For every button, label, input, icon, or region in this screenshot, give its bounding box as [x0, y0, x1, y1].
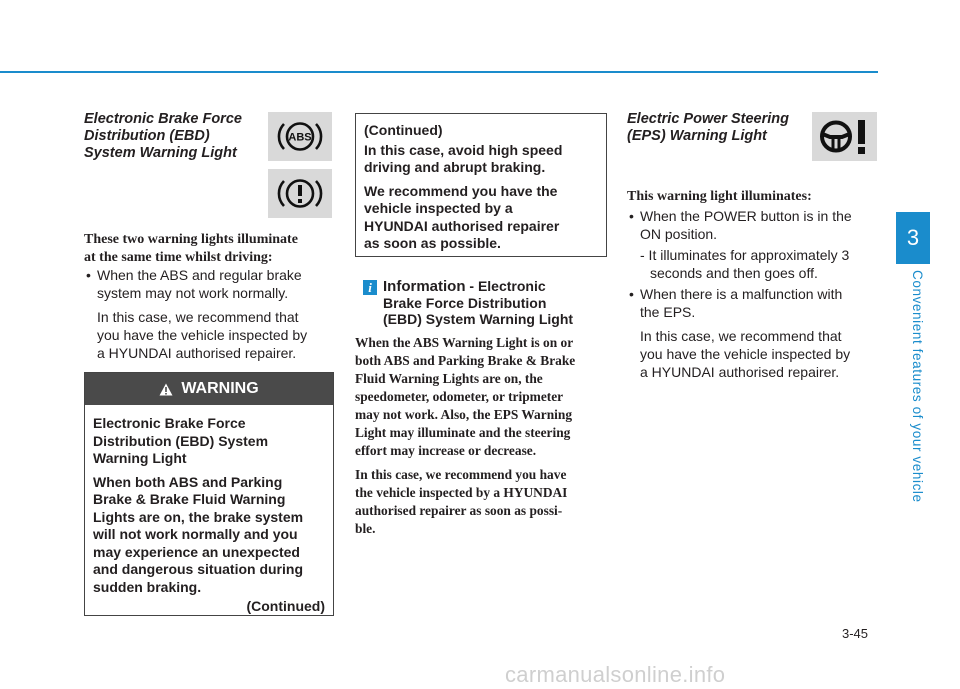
- eps-sub-item: - It illuminates for approximately 3 seconds and then goes off.: [640, 247, 850, 281]
- svg-text:ABS: ABS: [288, 131, 312, 144]
- ebd-recommend: In this case, we recommend that you have the vehicle inspected by a HYUNDAI authorised repairer.: [97, 309, 308, 361]
- steering-warning-icon: [812, 112, 877, 161]
- warning-title: Electronic Brake Force Distribution (EBD) System Warning Light: [93, 415, 269, 466]
- continued-box: [355, 113, 607, 257]
- continued-label: (Continued): [364, 122, 443, 138]
- ebd-heading: Electronic Brake Force Distribution (EBD) System Warning Light: [84, 111, 242, 161]
- page-number: 3-45: [842, 626, 869, 641]
- warning-text: When both ABS and Parking Brake & Brake Fluid Warning Lights are on, the brake system will not work normally and you may experience an unexpected and dangerous situation during sudden braking.: [93, 473, 304, 595]
- brake-warning-icon: [268, 169, 332, 218]
- continued-p1: In this case, avoid high speed driving and abrupt braking.: [364, 141, 563, 175]
- continued-p2: We recommend you have the vehicle inspected by a HYUNDAI authorised repairer as soon as possible.: [364, 182, 560, 251]
- ebd-intro: These two warning lights illuminate at the same time whilst driving:: [84, 232, 298, 265]
- eps-intro: This warning light illuminates:: [627, 189, 812, 204]
- warning-header: [85, 373, 333, 405]
- warning-label: WARNING: [181, 380, 259, 397]
- info-heading: Information - Electronic Brake Force Distribution (EBD) System Warning Light: [383, 278, 574, 327]
- eps-list: • When the POWER button is in the ON position. - It illuminates for approximately 3 seconds and then goes off. • When there is a malfunction with the EPS. In this case, we recommend that you have the vehicle inspected by a HYUNDAI authorised repairer.: [627, 207, 879, 381]
- warning-continued: (Continued): [246, 598, 325, 614]
- warning-triangle-icon: [159, 383, 173, 396]
- ebd-bullet: • When the ABS and regular brake system may not work normally. In this case, we recommend that you have the vehicle inspected by a HYUNDAI authorised repairer.: [84, 266, 334, 362]
- warning-body: [85, 405, 333, 616]
- info-body: [355, 334, 605, 538]
- section-number-tab: 3: [896, 212, 930, 264]
- info-icon: i: [363, 280, 377, 295]
- warning-box: [84, 372, 334, 616]
- section-title: Convenient features of your vehicle: [910, 270, 925, 503]
- eps-recommend: In this case, we recommend that you have the vehicle inspected by a HYUNDAI authorised repairer.: [640, 328, 851, 380]
- abs-warning-icon: [268, 112, 332, 161]
- footer-watermark: carmanualsonline.info: [505, 662, 726, 687]
- info-p1: When the ABS Warning Light is on or both ABS and Parking Brake & Brake Fluid Warning Lights are on, the speedometer, odometer, or tripmeter may not work. Also, the EPS Warning Light may illuminate and the steering effort may increase or decrease.: [355, 335, 576, 458]
- header-rule: [0, 71, 878, 73]
- info-p2: In this case, we recommend you have the vehicle inspected by a HYUNDAI authorised repairer as soon as possi- ble.: [355, 467, 568, 536]
- eps-heading: Electric Power Steering (EPS) Warning Light: [627, 111, 789, 144]
